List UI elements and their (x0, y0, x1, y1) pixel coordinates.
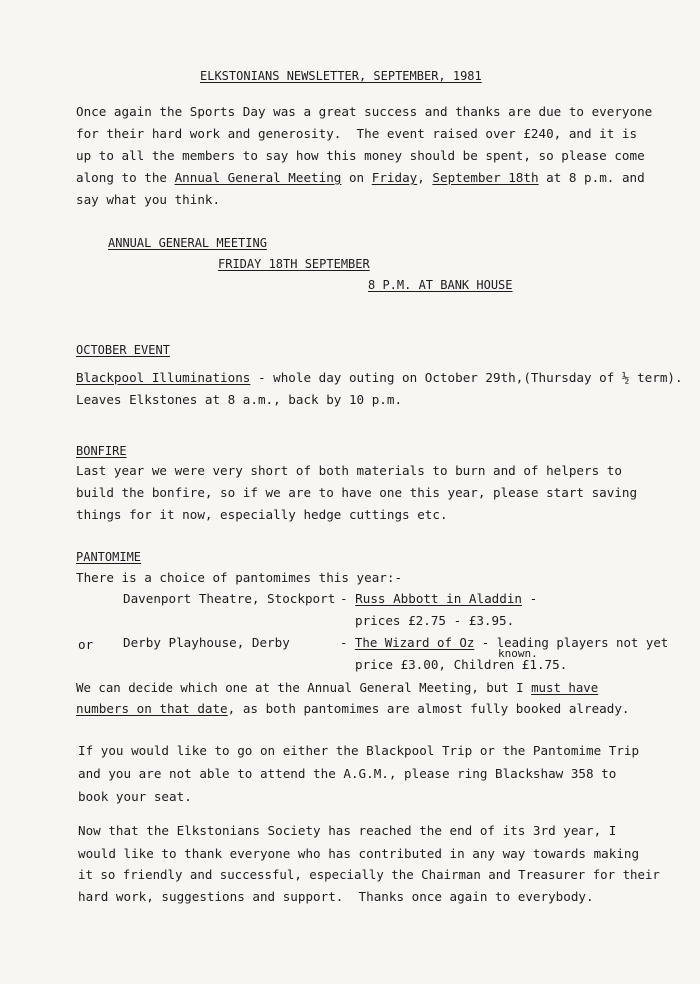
pantomime-decide-line-2 (76, 703, 630, 716)
bonfire-line-1: Last year we were very short of both materials to burn and of helpers to (76, 463, 622, 478)
pantomime-option-2-known: known. (498, 647, 538, 660)
pantomime-option-2-show: The Wizard of Oz (354, 635, 475, 650)
intro-date: September 18th (432, 170, 539, 185)
newsletter-title: ELKSTONIANS NEWSLETTER, SEPTEMBER, 1981 (200, 69, 482, 83)
bonfire-heading: BONFIRE (76, 444, 127, 458)
pantomime-decide-line-1 (76, 682, 598, 694)
closing-line-4: hard work, suggestions and support. Thanks once again to everybody. (78, 889, 594, 904)
intro-agm-link: Annual General Meeting (174, 170, 342, 185)
intro-line-4-mid2: , (417, 170, 433, 185)
bonfire-line-3: things for it now, especially hedge cuttings etc. (76, 507, 448, 522)
pantomime-decide-pre: We can decide which one at the Annual General Meeting, but I (76, 680, 532, 695)
october-line-1 (76, 372, 683, 385)
intro-line-1: Once again the Sports Day was a great success and thanks are due to everyone (76, 104, 653, 119)
agm-heading: ANNUAL GENERAL MEETING (108, 236, 267, 250)
booking-line-3: book your seat. (78, 789, 192, 804)
agm-date: FRIDAY 18TH SEPTEMBER (218, 257, 370, 271)
october-line-1-rest: - whole day outing on October 29th,(Thursday of ½ term). (250, 370, 683, 385)
agm-place: 8 P.M. AT BANK HOUSE (368, 278, 513, 292)
intro-line-4 (76, 172, 645, 185)
closing-line-3: it so friendly and successful, especially the Chairman and Treasurer for their (78, 867, 660, 882)
pantomime-intro: There is a choice of pantomimes this year:- (76, 570, 403, 585)
pantomime-option-1-tail: - (521, 591, 538, 606)
intro-line-5: say what you think. (76, 192, 221, 207)
pantomime-option-1-show: Russ Abbott in Aladdin (355, 591, 522, 606)
closing-line-2: would like to thank everyone who has contributed in any way towards making (78, 846, 640, 861)
pantomime-or-label: or (78, 637, 94, 652)
intro-line-4-post: at 8 p.m. and (538, 170, 645, 185)
october-event-name: Blackpool Illuminations (76, 370, 251, 385)
october-line-2: Leaves Elkstones at 8 a.m., back by 10 p.m. (76, 392, 403, 407)
pantomime-option-1-dash: - (340, 591, 356, 606)
pantomime-option-1-venue: Davenport Theatre, Stockport (123, 591, 336, 606)
pantomime-option-1-show-line (340, 593, 537, 606)
intro-line-4-mid1: on (341, 170, 372, 185)
pantomime-option-2-prices: price £3.00, Children £1.75. (355, 657, 568, 672)
pantomime-numbers-on-that-date: numbers on that date (76, 701, 228, 716)
bonfire-line-2: build the bonfire, so if we are to have one this year, please start saving (76, 485, 638, 500)
pantomime-option-2-tail: - leading players not yet (474, 635, 669, 650)
booking-line-1: If you would like to go on either the Blackpool Trip or the Pantomime Trip (78, 743, 640, 758)
pantomime-option-2-venue: Derby Playhouse, Derby (123, 635, 290, 650)
pantomime-decide-post: , as both pantomimes are almost fully booked already. (227, 701, 630, 716)
intro-friday: Friday (371, 170, 418, 185)
october-heading: OCTOBER EVENT (76, 343, 170, 357)
intro-line-3: up to all the members to say how this money should be spent, so please come (76, 148, 645, 163)
pantomime-heading: PANTOMIME (76, 550, 142, 564)
pantomime-option-1-prices: prices £2.75 - £3.95. (355, 613, 515, 628)
pantomime-option-2-dash: - (340, 635, 355, 650)
intro-line-4-pre: along to the (76, 170, 175, 185)
intro-line-2: for their hard work and generosity. The event raised over £240, and it is (76, 126, 638, 141)
booking-line-2: and you are not able to attend the A.G.M., please ring Blackshaw 358 to (78, 766, 617, 781)
pantomime-must-have: must have (531, 680, 599, 695)
closing-line-1: Now that the Elkstonians Society has reached the end of its 3rd year, I (78, 823, 617, 838)
